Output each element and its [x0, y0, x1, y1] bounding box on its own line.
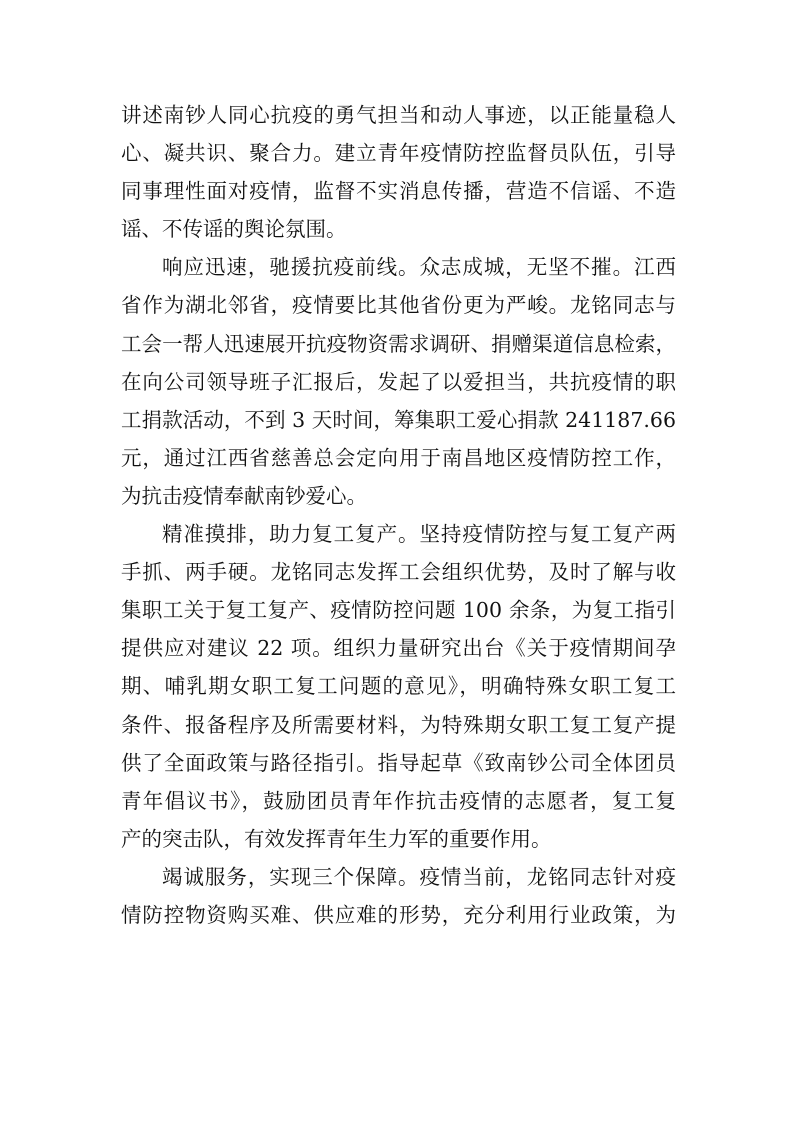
paragraph-first-line: 竭诚服务，实现三个保障。疫情当前，龙铭同志针对疫: [162, 864, 676, 889]
paragraph-first-line: 响应迅速，驰援抗疫前线。众志成城，无坚不摧。江西: [162, 255, 676, 280]
text-line: 工捐款活动，不到 3 天时间，筹集职工爱心捐款 241187.66: [121, 407, 676, 432]
text-line: 青年倡议书》，鼓励团员青年作抗击疫情的志愿者，复工复: [121, 788, 676, 813]
text-line: 供了全面政策与路径指引。指导起草《致南钞公司全体团员: [121, 750, 676, 775]
text-line: 集职工关于复工复产、疫情防控问题 100 余条，为复工指引: [121, 598, 676, 623]
text-line: 讲述南钞人同心抗疫的勇气担当和动人事迹，以正能量稳人: [121, 103, 676, 127]
text-line: 同事理性面对疫情，监督不实消息传播，营造不信谣、不造: [121, 179, 676, 204]
paragraph-first-line: 精准摸排，助力复工复产。坚持疫情防控与复工复产两: [162, 522, 676, 547]
text-line: 产的突击队，有效发挥青年生力军的重要作用。: [121, 826, 552, 851]
text-line: 工会一帮人迅速展开抗疫物资需求调研、捐赠渠道信息检索，: [121, 331, 676, 356]
text-line: 情防控物资购买难、供应难的形势，充分利用行业政策，为: [121, 902, 676, 927]
text-line: 谣、不传谣的舆论氛围。: [121, 217, 347, 242]
text-line: 条件、报备程序及所需要材料，为特殊期女职工复工复产提: [121, 712, 676, 737]
body-text: [121, 96, 676, 934]
text-line: 提供应对建议 22 项。组织力量研究出台《关于疫情期间孕: [121, 636, 676, 661]
text-line: 手抓、两手硬。龙铭同志发挥工会组织优势，及时了解与收: [121, 560, 676, 585]
text-line: 为抗击疫情奉献南钞爱心。: [121, 483, 367, 508]
text-line: 心、凝共识、聚合力。建立青年疫情防控监督员队伍，引导: [121, 141, 676, 166]
text-line: 在向公司领导班子汇报后，发起了以爱担当，共抗疫情的职: [121, 369, 676, 394]
text-line: 元，通过江西省慈善总会定向用于南昌地区疫情防控工作，: [121, 445, 676, 470]
text-line: 省作为湖北邻省，疫情要比其他省份更为严峻。龙铭同志与: [121, 293, 676, 318]
text-line: 期、哺乳期女职工复工问题的意见》，明确特殊女职工复工: [121, 674, 676, 699]
